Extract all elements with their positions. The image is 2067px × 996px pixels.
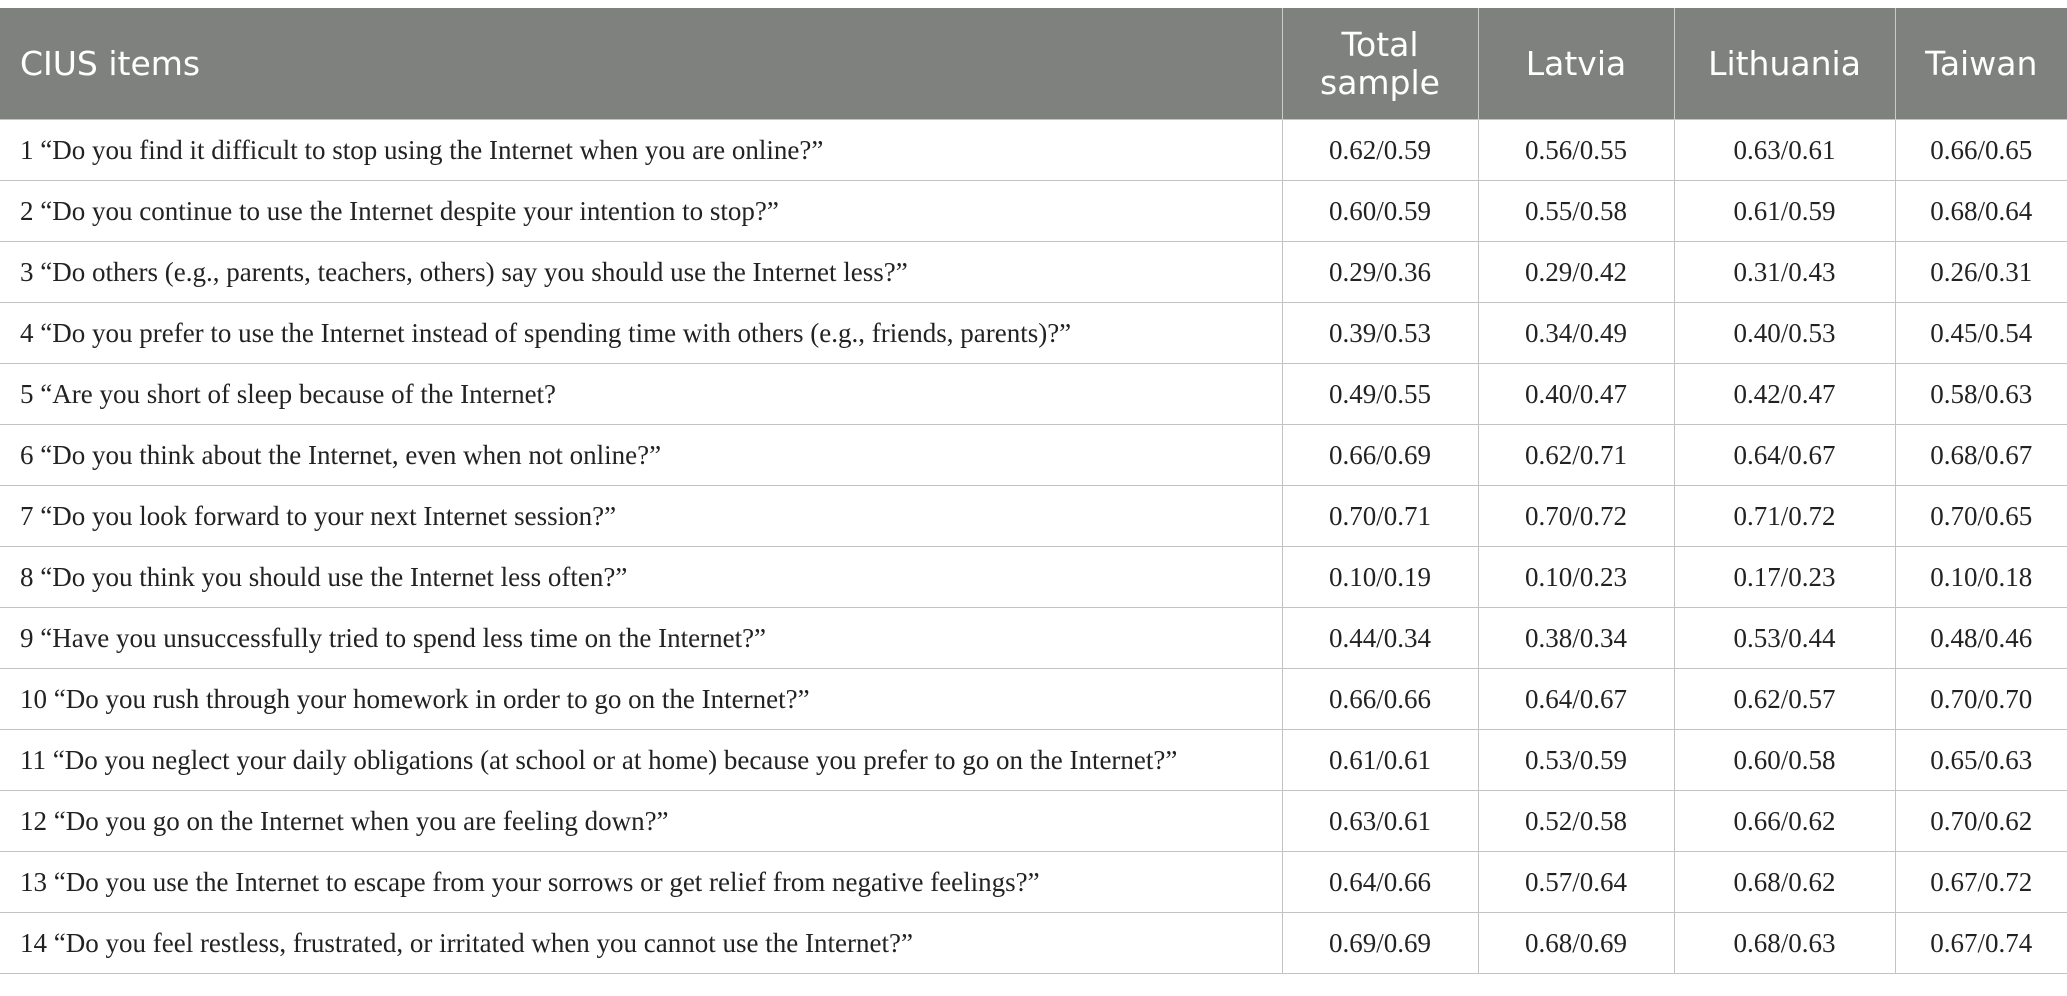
- taiwan-cell: 0.66/0.65: [1895, 120, 2067, 181]
- taiwan-cell: 0.26/0.31: [1895, 242, 2067, 303]
- lithuania-cell: 0.53/0.44: [1674, 608, 1895, 669]
- total-sample-cell: 0.69/0.69: [1282, 913, 1478, 974]
- total-sample-cell: 0.39/0.53: [1282, 303, 1478, 364]
- item-cell: 12 “Do you go on the Internet when you are feeling down?”: [0, 791, 1282, 852]
- table-row: [0, 181, 2067, 242]
- item-cell: 10 “Do you rush through your homework in order to go on the Internet?”: [0, 669, 1282, 730]
- item-cell: 3 “Do others (e.g., parents, teachers, others) say you should use the Internet less?”: [0, 242, 1282, 303]
- item-cell: 2 “Do you continue to use the Internet despite your intention to stop?”: [0, 181, 1282, 242]
- taiwan-cell: 0.45/0.54: [1895, 303, 2067, 364]
- total-sample-cell: 0.49/0.55: [1282, 364, 1478, 425]
- table-row: [0, 120, 2067, 181]
- table-row: [0, 547, 2067, 608]
- item-cell: 13 “Do you use the Internet to escape from your sorrows or get relief from negative feelings?”: [0, 852, 1282, 913]
- lithuania-cell: 0.31/0.43: [1674, 242, 1895, 303]
- latvia-cell: 0.53/0.59: [1478, 730, 1674, 791]
- latvia-cell: 0.56/0.55: [1478, 120, 1674, 181]
- lithuania-cell: 0.40/0.53: [1674, 303, 1895, 364]
- item-cell: 6 “Do you think about the Internet, even when not online?”: [0, 425, 1282, 486]
- header-lithuania: Lithuania: [1674, 8, 1895, 120]
- latvia-cell: 0.40/0.47: [1478, 364, 1674, 425]
- taiwan-cell: 0.67/0.74: [1895, 913, 2067, 974]
- lithuania-cell: 0.17/0.23: [1674, 547, 1895, 608]
- header-taiwan: Taiwan: [1895, 8, 2067, 120]
- taiwan-cell: 0.70/0.65: [1895, 486, 2067, 547]
- table-row: [0, 303, 2067, 364]
- latvia-cell: 0.62/0.71: [1478, 425, 1674, 486]
- header-total-line2: sample: [1320, 62, 1440, 102]
- total-sample-cell: 0.63/0.61: [1282, 791, 1478, 852]
- item-cell: 8 “Do you think you should use the Internet less often?”: [0, 547, 1282, 608]
- table-row: [0, 486, 2067, 547]
- total-sample-cell: 0.61/0.61: [1282, 730, 1478, 791]
- taiwan-cell: 0.10/0.18: [1895, 547, 2067, 608]
- total-sample-cell: 0.10/0.19: [1282, 547, 1478, 608]
- latvia-cell: 0.55/0.58: [1478, 181, 1674, 242]
- latvia-cell: 0.68/0.69: [1478, 913, 1674, 974]
- total-sample-cell: 0.29/0.36: [1282, 242, 1478, 303]
- header-latvia: Latvia: [1478, 8, 1674, 120]
- table-row: [0, 242, 2067, 303]
- item-cell: 5 “Are you short of sleep because of the Internet?: [0, 364, 1282, 425]
- table-row: [0, 913, 2067, 974]
- taiwan-cell: 0.70/0.70: [1895, 669, 2067, 730]
- lithuania-cell: 0.68/0.63: [1674, 913, 1895, 974]
- table-row: [0, 364, 2067, 425]
- latvia-cell: 0.29/0.42: [1478, 242, 1674, 303]
- table-row: [0, 669, 2067, 730]
- latvia-cell: 0.38/0.34: [1478, 608, 1674, 669]
- table-row: [0, 730, 2067, 791]
- lithuania-cell: 0.61/0.59: [1674, 181, 1895, 242]
- lithuania-cell: 0.63/0.61: [1674, 120, 1895, 181]
- latvia-cell: 0.34/0.49: [1478, 303, 1674, 364]
- lithuania-cell: 0.62/0.57: [1674, 669, 1895, 730]
- taiwan-cell: 0.58/0.63: [1895, 364, 2067, 425]
- lithuania-cell: 0.60/0.58: [1674, 730, 1895, 791]
- latvia-cell: 0.10/0.23: [1478, 547, 1674, 608]
- total-sample-cell: 0.44/0.34: [1282, 608, 1478, 669]
- latvia-cell: 0.57/0.64: [1478, 852, 1674, 913]
- total-sample-cell: 0.60/0.59: [1282, 181, 1478, 242]
- item-cell: 11 “Do you neglect your daily obligations (at school or at home) because you prefer to go on the Internet?”: [0, 730, 1282, 791]
- lithuania-cell: 0.71/0.72: [1674, 486, 1895, 547]
- taiwan-cell: 0.68/0.64: [1895, 181, 2067, 242]
- table-body: [0, 120, 2067, 974]
- header-total-sample: [1282, 8, 1478, 120]
- total-sample-cell: 0.62/0.59: [1282, 120, 1478, 181]
- total-sample-cell: 0.70/0.71: [1282, 486, 1478, 547]
- table-row: [0, 425, 2067, 486]
- header-total-line1: Total: [1341, 24, 1419, 64]
- item-cell: 14 “Do you feel restless, frustrated, or irritated when you cannot use the Internet?”: [0, 913, 1282, 974]
- header-cius-items: CIUS items: [0, 8, 1282, 120]
- item-cell: 1 “Do you find it difficult to stop using the Internet when you are online?”: [0, 120, 1282, 181]
- taiwan-cell: 0.68/0.67: [1895, 425, 2067, 486]
- total-sample-cell: 0.66/0.69: [1282, 425, 1478, 486]
- item-cell: 4 “Do you prefer to use the Internet instead of spending time with others (e.g., friends, parents)?”: [0, 303, 1282, 364]
- latvia-cell: 0.52/0.58: [1478, 791, 1674, 852]
- table-row: [0, 608, 2067, 669]
- lithuania-cell: 0.68/0.62: [1674, 852, 1895, 913]
- lithuania-cell: 0.42/0.47: [1674, 364, 1895, 425]
- table-row: [0, 791, 2067, 852]
- taiwan-cell: 0.67/0.72: [1895, 852, 2067, 913]
- table-header: [0, 8, 2067, 120]
- cius-items-table: [0, 8, 2067, 974]
- item-cell: 7 “Do you look forward to your next Internet session?”: [0, 486, 1282, 547]
- total-sample-cell: 0.66/0.66: [1282, 669, 1478, 730]
- table-row: [0, 852, 2067, 913]
- latvia-cell: 0.70/0.72: [1478, 486, 1674, 547]
- total-sample-cell: 0.64/0.66: [1282, 852, 1478, 913]
- taiwan-cell: 0.48/0.46: [1895, 608, 2067, 669]
- item-cell: 9 “Have you unsuccessfully tried to spend less time on the Internet?”: [0, 608, 1282, 669]
- header-row: [0, 8, 2067, 120]
- lithuania-cell: 0.64/0.67: [1674, 425, 1895, 486]
- taiwan-cell: 0.70/0.62: [1895, 791, 2067, 852]
- latvia-cell: 0.64/0.67: [1478, 669, 1674, 730]
- taiwan-cell: 0.65/0.63: [1895, 730, 2067, 791]
- cius-table-container: [0, 8, 2067, 974]
- lithuania-cell: 0.66/0.62: [1674, 791, 1895, 852]
